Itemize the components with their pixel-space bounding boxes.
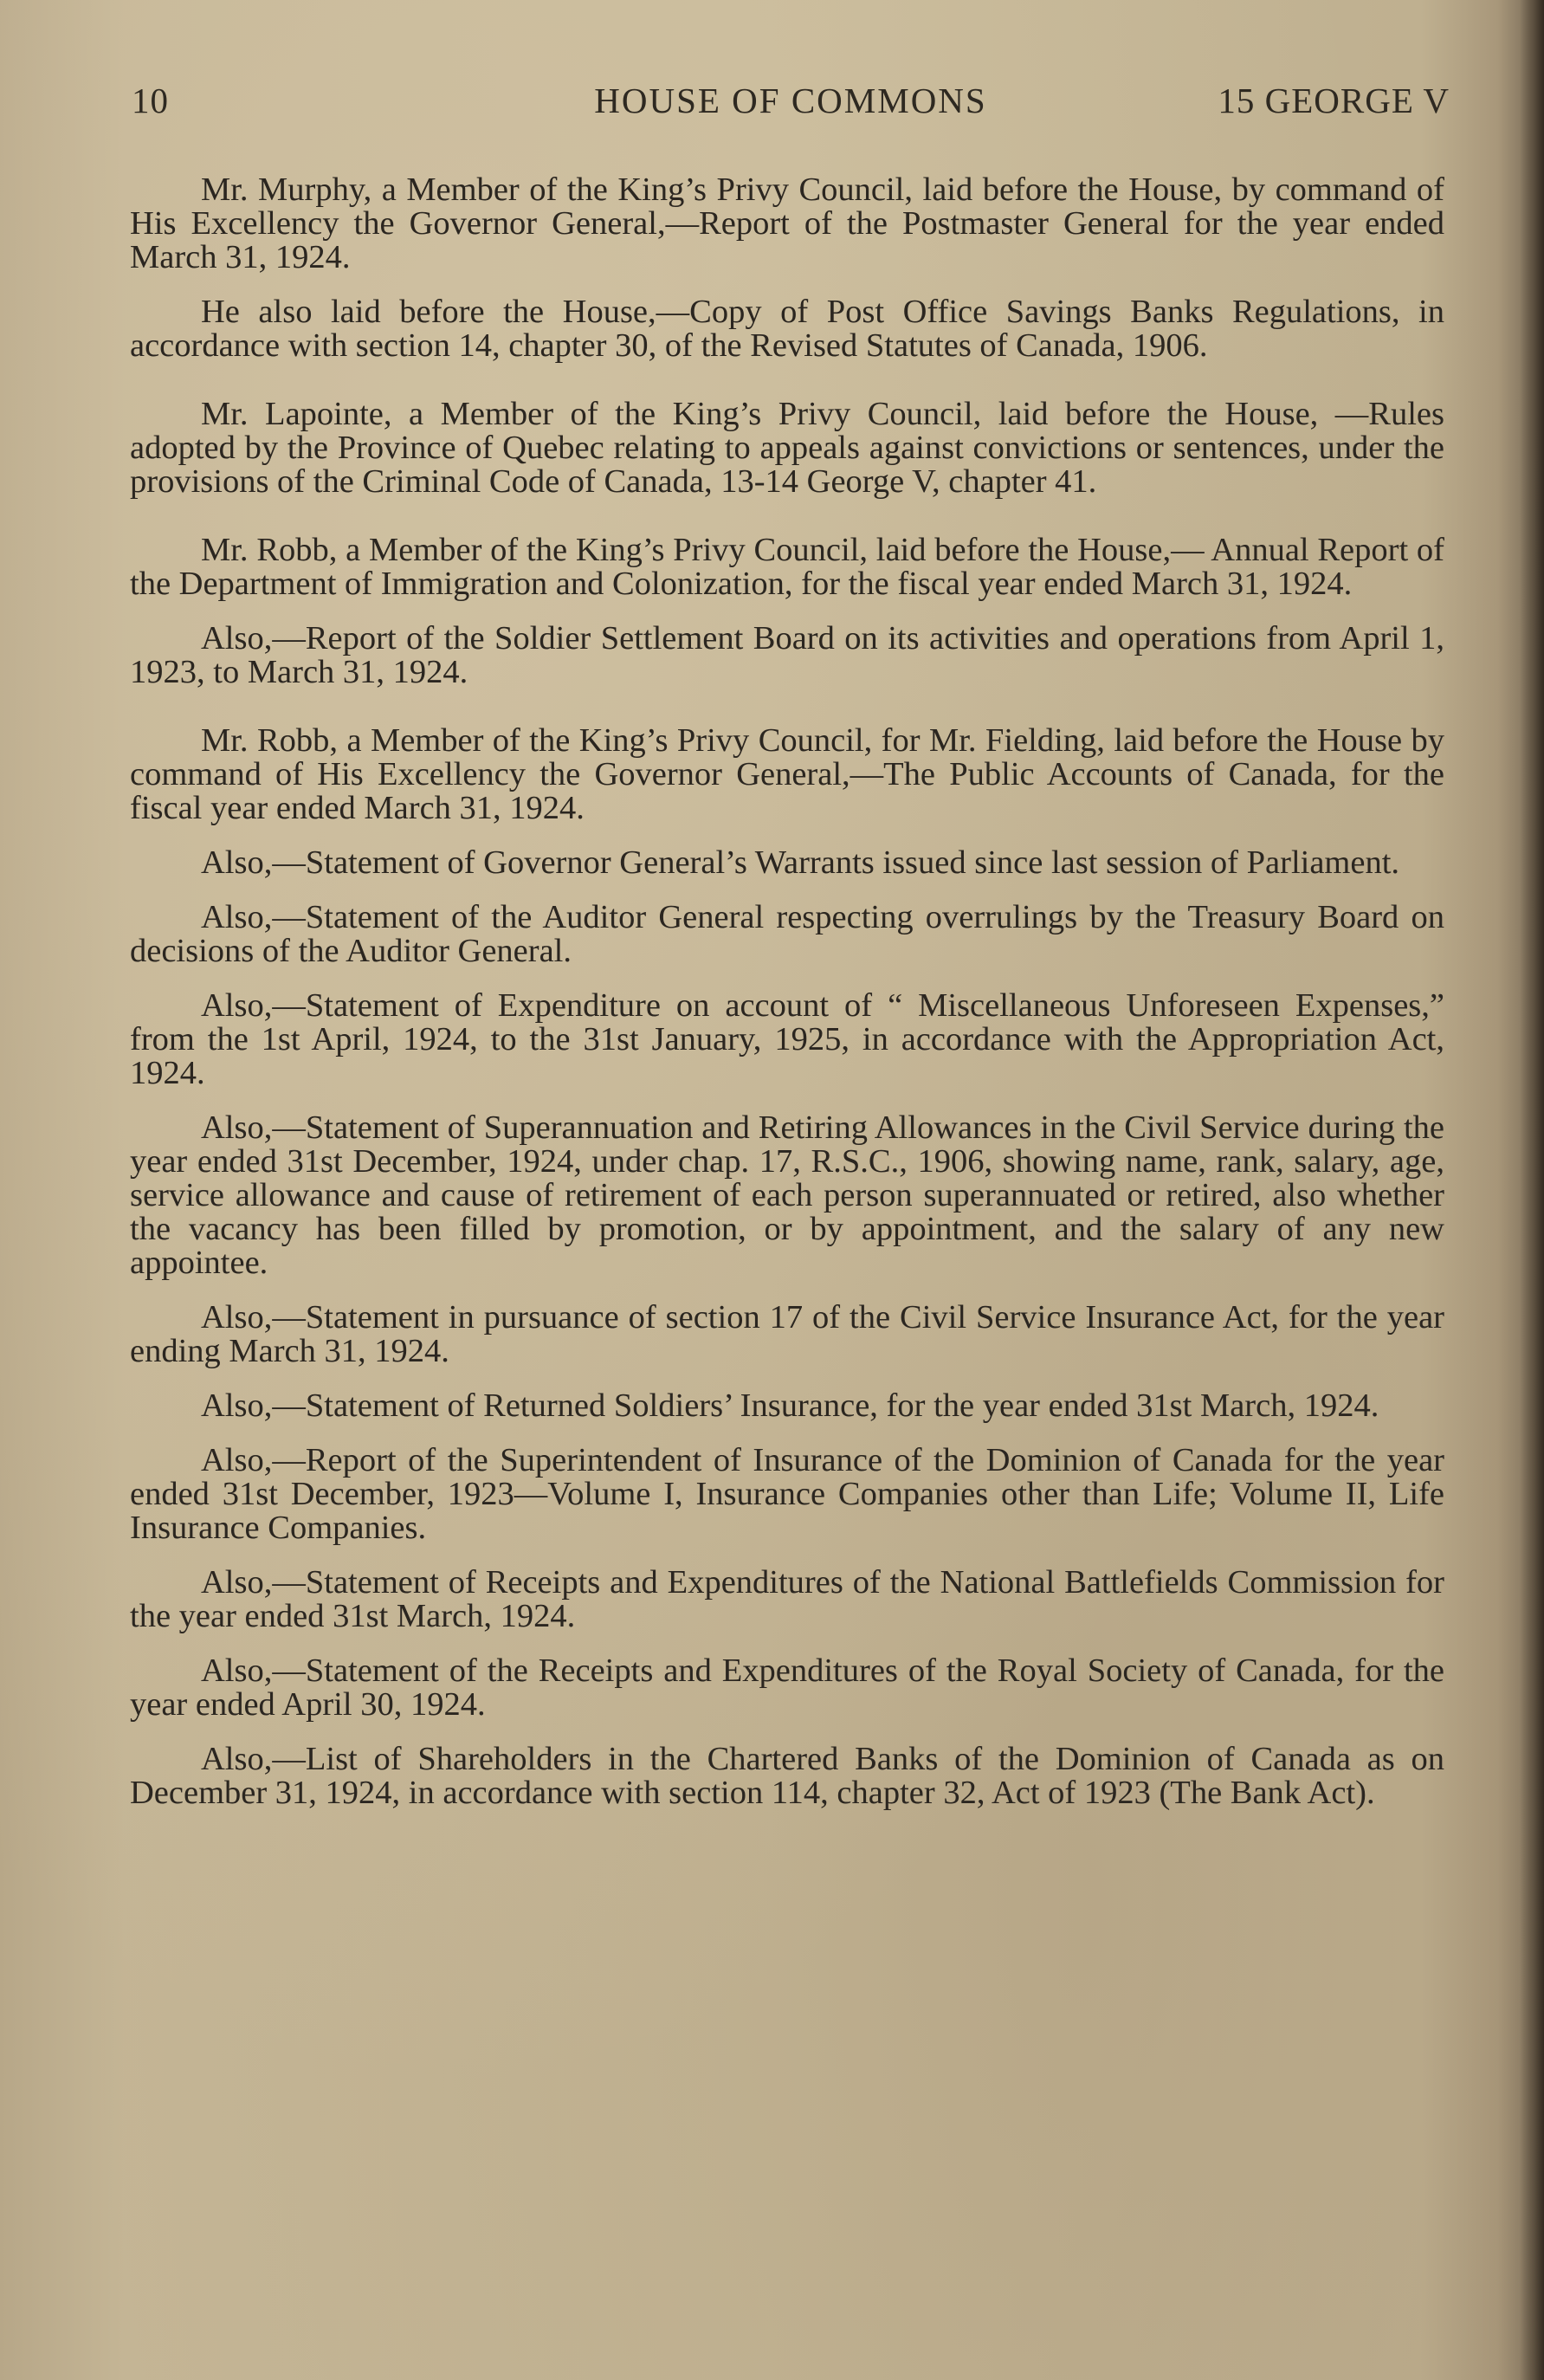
- paragraph-soldier-settlement-report: Also,—Report of the Soldier Settlement Board on its activities and operations from April 1, 1923, to March 31, 1924.: [130, 620, 1444, 690]
- paragraph-chartered-banks-shareholders: Also,—List of Shareholders in the Chartered Banks of the Dominion of Canada as on December 31, 1924, in accordance with section 114, chapter 32, Act of 1923 (The Bank Act).: [130, 1741, 1444, 1811]
- paragraph-auditor-general-overrulings: Also,—Statement of the Auditor General respecting overrulings by the Treasury Board on decisions of the Auditor General.: [130, 899, 1444, 969]
- paragraph-national-battlefields-commission: Also,—Statement of Receipts and Expenditures of the National Battlefields Commission for the year ended 31st March, 1924.: [130, 1564, 1444, 1634]
- header-title: HOUSE OF COMMONS: [594, 81, 987, 120]
- header-session: 15 GEORGE V: [1218, 81, 1450, 120]
- page-number: 10: [132, 81, 169, 120]
- paragraph-returned-soldiers-insurance: Also,—Statement of Returned Soldiers’ Insurance, for the year ended 31st March, 1924.: [201, 1387, 1379, 1424]
- paragraph-robb-immigration-report: Mr. Robb, a Member of the King’s Privy Council, laid before the House,— Annual Report of the Department of Immigration and Colonization, for the fiscal year ended March 31, 1924.: [130, 532, 1444, 602]
- paragraph-miscellaneous-unforeseen-expenses: Also,—Statement of Expenditure on account of “ Miscellaneous Unforeseen Expenses,” from the 1st April, 1924, to the 31st January, 1925, in accordance with the Appropriation Act, 1924.: [130, 987, 1444, 1091]
- paragraph-superintendent-of-insurance-report: Also,—Report of the Superintendent of Insurance of the Dominion of Canada for the year ended 31st December, 1923—Volume I, Insurance Companies other than Life; Volume II, Life Insurance Companies.: [130, 1442, 1444, 1546]
- paragraph-murphy-postmaster-report: Mr. Murphy, a Member of the King’s Privy Council, laid before the House, by command of His Excellency the Governor General,—Report of the Postmaster General for the year ended March 31, 1924.: [130, 171, 1444, 275]
- page-header: [132, 80, 1450, 128]
- paragraph-post-office-savings-regulations: He also laid before the House,—Copy of Post Office Savings Banks Regulations, in accordance with section 14, chapter 30, of the Revised Statutes of Canada, 1906.: [130, 294, 1444, 364]
- paragraph-governor-general-warrants: Also,—Statement of Governor General’s Warrants issued since last session of Parliament.: [201, 844, 1400, 881]
- paragraph-civil-service-insurance: Also,—Statement in pursuance of section 17 of the Civil Service Insurance Act, for the year ending March 31, 1924.: [130, 1299, 1444, 1369]
- book-spine-shadow: [1520, 0, 1544, 2380]
- paragraph-royal-society-receipts: Also,—Statement of the Receipts and Expenditures of the Royal Society of Canada, for the year ended April 30, 1924.: [130, 1652, 1444, 1723]
- paragraph-superannuation-allowances: Also,—Statement of Superannuation and Retiring Allowances in the Civil Service during the year ended 31st December, 1924, under chap. 17, R.S.C., 1906, showing name, rank, salary, age, service allowance and cause of retirement of each person superannuated or retired, also whether the vacancy has been filled by promotion, or by appointment, and the salary of any new appointee.: [130, 1109, 1444, 1281]
- paragraph-lapointe-quebec-rules: Mr. Lapointe, a Member of the King’s Privy Council, laid before the House, —Rules adopted by the Province of Quebec relating to appeals against convictions or sentences, under the provisions of the Criminal Code of Canada, 13-14 George V, chapter 41.: [130, 396, 1444, 500]
- page-body: [130, 173, 1444, 1831]
- paragraph-robb-public-accounts: Mr. Robb, a Member of the King’s Privy Council, for Mr. Fielding, laid before the House by command of His Excellency the Governor General,—The Public Accounts of Canada, for the fiscal year ended March 31, 1924.: [130, 722, 1444, 826]
